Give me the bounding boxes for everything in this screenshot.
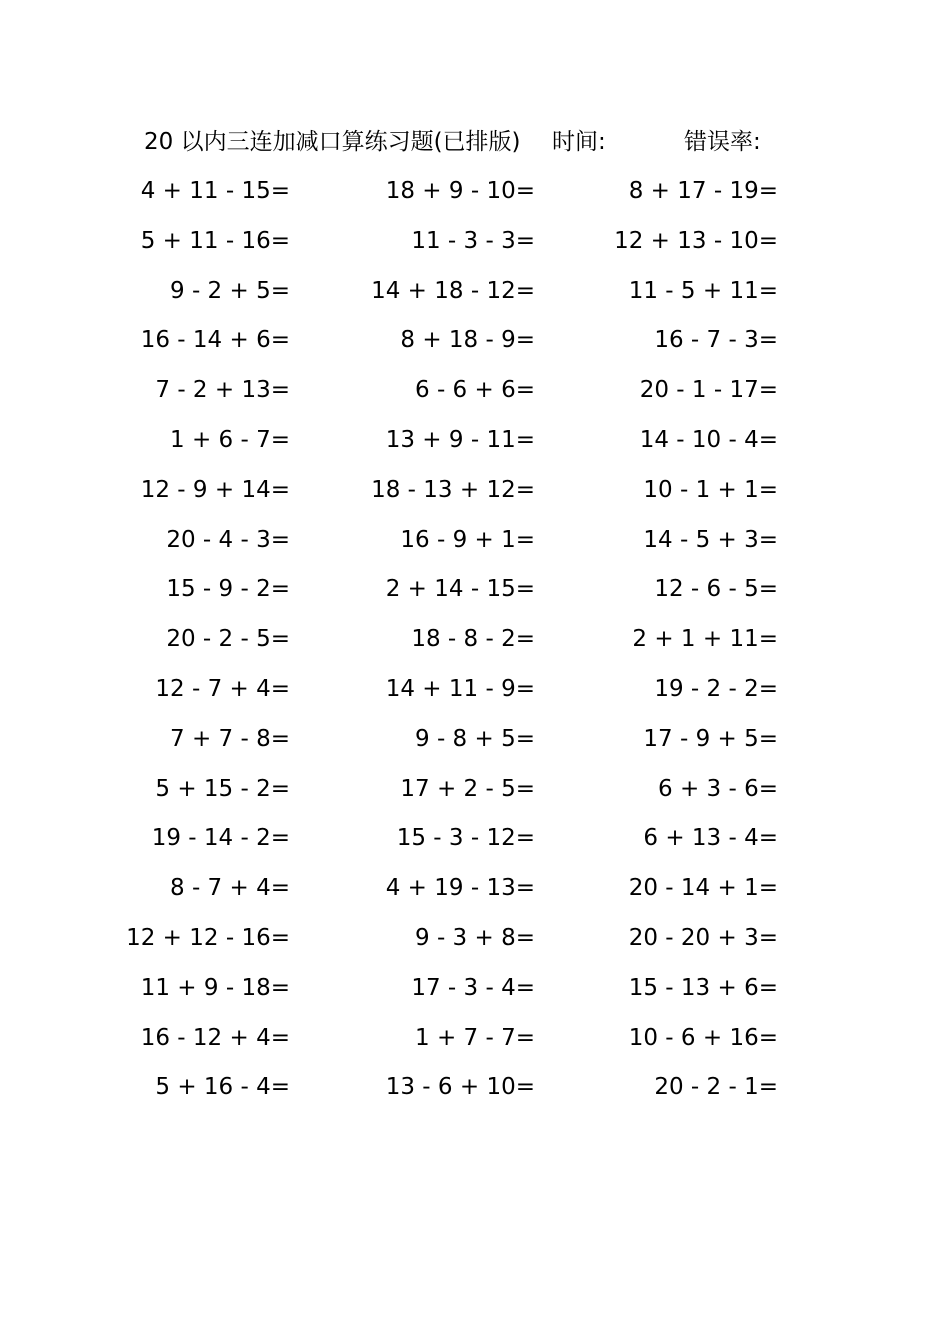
arithmetic-problem: 7 + 7 - 8=: [170, 725, 290, 752]
arithmetic-problem: 20 - 4 - 3=: [166, 526, 290, 553]
arithmetic-problem: 6 - 6 + 6=: [415, 377, 535, 404]
problem-row: [0, 915, 950, 965]
problem-row: [0, 965, 950, 1015]
arithmetic-problem: 10 - 1 + 1=: [643, 476, 778, 503]
arithmetic-problem: 17 - 9 + 5=: [643, 725, 778, 752]
arithmetic-problem: 16 - 14 + 6=: [140, 327, 290, 354]
problem-row: [0, 168, 950, 218]
arithmetic-problem: 12 - 9 + 14=: [140, 476, 290, 503]
time-label: 时间:: [552, 129, 606, 155]
arithmetic-problem: 1 + 7 - 7=: [415, 1024, 535, 1051]
error-rate-label: 错误率:: [684, 129, 761, 155]
problem-row: [0, 317, 950, 367]
problem-row: [0, 865, 950, 915]
arithmetic-problem: 16 - 7 - 3=: [654, 327, 778, 354]
arithmetic-problem: 17 - 3 - 4=: [411, 974, 535, 1001]
problem-row: [0, 367, 950, 417]
arithmetic-problem: 15 - 9 - 2=: [166, 576, 290, 603]
arithmetic-problem: 20 - 2 - 1=: [654, 1074, 778, 1101]
problem-row: [0, 268, 950, 318]
arithmetic-problem: 13 - 6 + 10=: [385, 1074, 535, 1101]
problem-row: [0, 417, 950, 467]
problem-row: [0, 666, 950, 716]
arithmetic-problem: 9 - 3 + 8=: [415, 924, 535, 951]
arithmetic-problem: 4 + 19 - 13=: [385, 875, 535, 902]
problem-row: [0, 517, 950, 567]
arithmetic-problem: 16 - 9 + 1=: [400, 526, 535, 553]
problem-row: [0, 218, 950, 268]
problem-row: [0, 1015, 950, 1065]
arithmetic-problem: 17 + 2 - 5=: [400, 775, 535, 802]
problem-row: [0, 1064, 950, 1114]
arithmetic-problem: 5 + 15 - 2=: [155, 775, 290, 802]
problem-row: [0, 815, 950, 865]
arithmetic-problem: 12 - 6 - 5=: [654, 576, 778, 603]
problem-row: [0, 766, 950, 816]
arithmetic-problem: 20 - 20 + 3=: [628, 924, 778, 951]
problem-row: [0, 467, 950, 517]
arithmetic-problem: 14 + 11 - 9=: [385, 675, 535, 702]
problem-row: [0, 616, 950, 666]
arithmetic-problem: 18 + 9 - 10=: [385, 178, 535, 204]
arithmetic-problem: 5 + 16 - 4=: [155, 1074, 290, 1101]
arithmetic-problem: 14 - 10 - 4=: [639, 426, 778, 453]
arithmetic-problem: 12 + 12 - 16=: [126, 924, 290, 951]
arithmetic-problem: 13 + 9 - 11=: [385, 426, 535, 453]
worksheet-title: 20 以内三连加减口算练习题(已排版): [144, 129, 521, 155]
arithmetic-problem: 6 + 3 - 6=: [658, 775, 778, 802]
arithmetic-problem: 19 - 2 - 2=: [654, 675, 778, 702]
arithmetic-problem: 12 + 13 - 10=: [614, 227, 778, 254]
arithmetic-problem: 12 - 7 + 4=: [155, 675, 290, 702]
problem-row: [0, 566, 950, 616]
arithmetic-problem: 18 - 13 + 12=: [371, 476, 535, 503]
arithmetic-problem: 8 + 17 - 19=: [628, 178, 778, 204]
arithmetic-problem: 18 - 8 - 2=: [411, 626, 535, 653]
problem-row: [0, 716, 950, 766]
arithmetic-problem: 9 - 8 + 5=: [415, 725, 535, 752]
arithmetic-problem: 2 + 1 + 11=: [632, 626, 778, 653]
arithmetic-problem: 16 - 12 + 4=: [140, 1024, 290, 1051]
arithmetic-problem: 10 - 6 + 16=: [628, 1024, 778, 1051]
arithmetic-problem: 6 + 13 - 4=: [643, 825, 778, 852]
arithmetic-problem: 8 + 18 - 9=: [400, 327, 535, 354]
arithmetic-problem: 14 + 18 - 12=: [371, 277, 535, 304]
arithmetic-problem: 11 - 3 - 3=: [411, 227, 535, 254]
arithmetic-problem: 7 - 2 + 13=: [155, 377, 290, 404]
arithmetic-problem: 20 - 1 - 17=: [639, 377, 778, 404]
arithmetic-problem: 11 + 9 - 18=: [140, 974, 290, 1001]
arithmetic-problem: 14 - 5 + 3=: [643, 526, 778, 553]
arithmetic-problem: 8 - 7 + 4=: [170, 875, 290, 902]
arithmetic-problem: 5 + 11 - 16=: [140, 227, 290, 254]
arithmetic-problem: 20 - 14 + 1=: [628, 875, 778, 902]
arithmetic-problem: 15 - 3 - 12=: [396, 825, 535, 852]
arithmetic-problem: 11 - 5 + 11=: [628, 277, 778, 304]
arithmetic-problem: 9 - 2 + 5=: [170, 277, 290, 304]
arithmetic-problem: 20 - 2 - 5=: [166, 626, 290, 653]
problem-grid: [0, 168, 950, 1114]
worksheet-header: [0, 124, 950, 160]
arithmetic-problem: 1 + 6 - 7=: [170, 426, 290, 453]
arithmetic-problem: 2 + 14 - 15=: [385, 576, 535, 603]
arithmetic-problem: 15 - 13 + 6=: [628, 974, 778, 1001]
arithmetic-problem: 4 + 11 - 15=: [140, 178, 290, 204]
arithmetic-problem: 19 - 14 - 2=: [151, 825, 290, 852]
